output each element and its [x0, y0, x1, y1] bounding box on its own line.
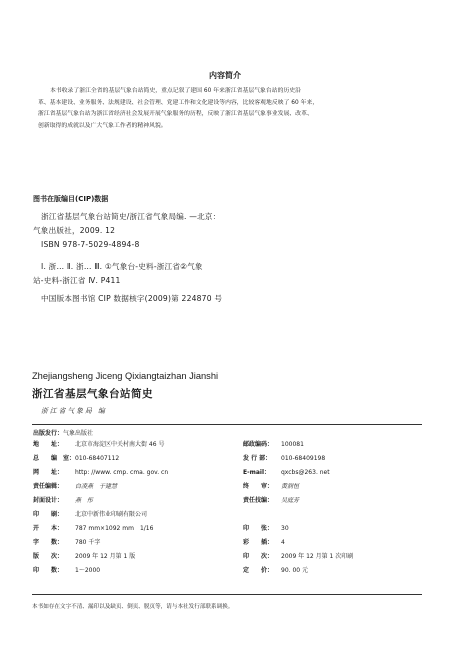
field-label: 网 址： [33, 469, 64, 476]
field-value: 4 [281, 539, 285, 546]
field-label: 印 数： [33, 567, 64, 574]
cip-line: 中国版本图书馆 CIP 数据核字(2009)第 224870 号 [41, 294, 223, 303]
field-label: 终 审： [243, 483, 274, 490]
field-value: 北京中新伟业印刷有限公司 [75, 511, 148, 518]
publisher-left-field [33, 567, 100, 575]
publisher-right-field [243, 525, 289, 533]
book-author: 浙江省气象局 编 [41, 407, 107, 415]
publisher-left-field [33, 525, 153, 533]
field-value: http: //www. cmp. cma. gov. cn [75, 469, 169, 476]
publisher-left-field [33, 511, 147, 519]
field-label: 邮政编码： [243, 441, 274, 448]
publisher-right-field [243, 539, 285, 547]
publisher-left-field [33, 483, 117, 491]
publisher-left-field [33, 469, 168, 477]
cip-line: 浙江省基层气象台站简史/浙江省气象局编. —北京： [41, 212, 221, 221]
publisher-value: 气象出版社 [63, 430, 94, 437]
field-value: 787 mm×1092 mm 1/16 [75, 525, 154, 532]
field-label: 彩 插： [243, 539, 274, 546]
field-value: qxcbs@263. net [281, 469, 330, 476]
publisher-label: 出版发行： [33, 430, 64, 437]
field-label: 地 址： [33, 441, 64, 448]
field-label: 封面设计： [33, 497, 64, 504]
cip-heading: 图书在版编目(CIP)数据 [33, 195, 109, 203]
publisher-right-field [243, 469, 330, 477]
summary-line: 本书收录了浙江全省的基层气象台站简史，重点记叙了建国 60 年来浙江省基层气象台站的历史沿 [50, 88, 301, 94]
publisher-left-field [33, 441, 164, 449]
field-value: 1～2000 [75, 567, 101, 574]
publisher-left-field [33, 497, 93, 505]
field-value: 100081 [281, 441, 304, 448]
field-label: 责任编辑： [33, 483, 64, 490]
publisher-right-field [243, 567, 308, 575]
field-label: 总 编 室： [33, 455, 76, 462]
summary-line: 革、基本建设、业务服务、法规建设、社会管理、党建工作和文化建设等内容，比较客观地反映了 60 年来， [38, 99, 319, 106]
field-label: 字 数： [33, 539, 64, 546]
field-label: 版 次： [33, 553, 64, 560]
publisher-right-field [243, 483, 299, 491]
field-label: 发 行 部： [243, 455, 272, 462]
field-label: 责任技编： [243, 497, 274, 504]
field-value: 2009 年 12 月第 1 版 [75, 553, 136, 560]
field-label: 开 本： [33, 525, 64, 532]
field-label: 定 价： [243, 567, 274, 574]
field-value: 吴庭芳 [281, 497, 300, 504]
field-value: 30 [281, 525, 289, 532]
divider-bottom [32, 594, 422, 595]
publisher-right-field [243, 497, 299, 505]
cip-line: 站-史料-浙江省 Ⅳ. P411 [33, 276, 121, 285]
field-value: 北京市海淀区中关村南大街 46 号 [75, 441, 165, 448]
field-label: 印 张： [243, 525, 274, 532]
publisher-right-field [243, 455, 325, 463]
field-label: 印 次： [243, 553, 274, 560]
field-value: 2009 年 12 月第 1 次印刷 [281, 553, 354, 560]
publisher-row [33, 430, 93, 438]
publisher-right-field [243, 553, 353, 561]
cip-line: 气象出版社，2009. 12 [33, 226, 116, 235]
field-value: 780 千字 [75, 539, 101, 546]
field-value: 010-68409198 [281, 455, 326, 462]
cip-record [33, 210, 222, 306]
cip-line: ISBN 978-7-5029-4894-8 [41, 240, 140, 249]
divider-top [32, 424, 422, 425]
footnote: 本书如存在文字不清、漏印以及缺页、倒页、脱页等，请与本社发行部联系调换。 [32, 604, 234, 610]
cip-line: Ⅰ. 浙… Ⅱ. 浙… Ⅲ. ①气象台-史料-浙江省②气象 [41, 262, 203, 271]
summary-title: 内容简介 [209, 71, 241, 80]
field-value: 010-68407112 [75, 455, 120, 462]
summary-body [38, 86, 418, 132]
field-value: 黄润恒 [281, 483, 300, 490]
summary-line: 创新取得的成就以及广大气象工作者的精神风貌。 [38, 122, 167, 129]
field-label: E-mail： [243, 469, 271, 476]
publisher-right-field [243, 441, 304, 449]
field-value: 90. 00 元 [281, 567, 308, 574]
publisher-left-field [33, 553, 135, 561]
field-value: 白凌燕 于建慧 [75, 483, 118, 490]
pinyin-title: Zhejiangsheng Jiceng Qixiangtaizhan Jianshi [32, 371, 219, 381]
publisher-left-field [33, 539, 100, 547]
summary-line: 浙江省基层气象台站为浙江省经济社会发展开展气象服务的历程，反映了浙江省基层气象事业发展、改革、 [38, 111, 313, 118]
field-label: 印 刷： [33, 511, 64, 518]
book-title: 浙江省基层气象台站简史 [32, 388, 153, 400]
field-value: 燕 彤 [75, 497, 94, 504]
publisher-left-field [33, 455, 119, 463]
